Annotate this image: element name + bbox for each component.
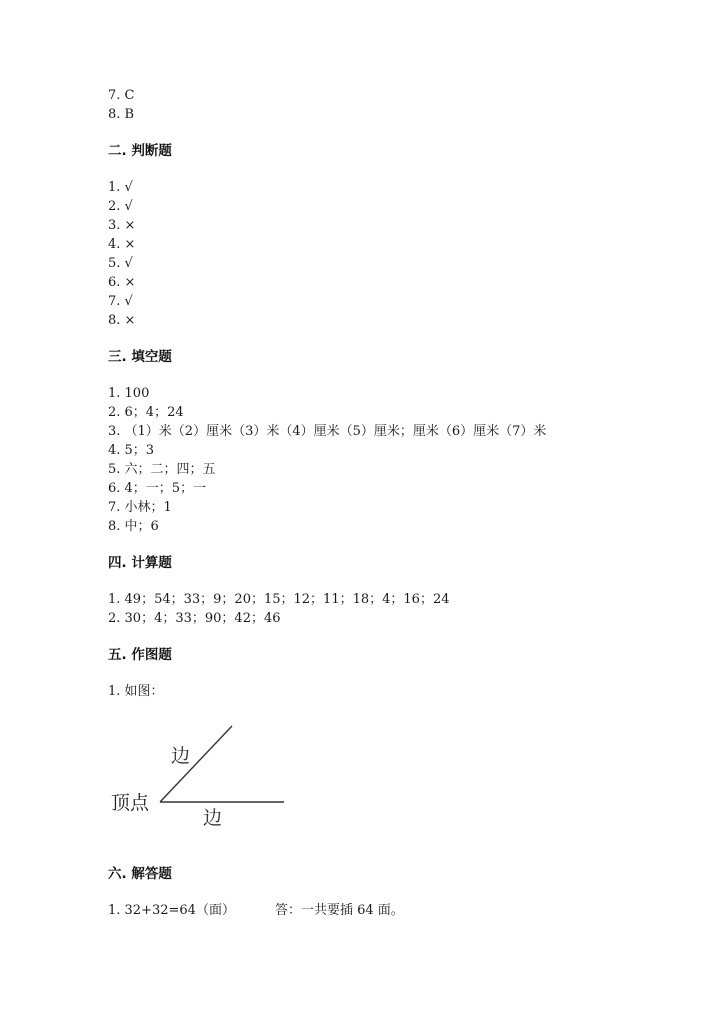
angle-figure <box>108 720 298 832</box>
answer-conclusion: 答：一共要插 64 面。 <box>274 903 404 918</box>
section-heading-judgement: 二. 判断题 <box>108 143 172 159</box>
answer-line: 7. C <box>108 88 135 103</box>
angle-diagram <box>108 720 298 832</box>
answer-line: 5. 六；二；四；五 <box>108 462 216 477</box>
section-heading-calculation: 四. 计算题 <box>108 555 172 571</box>
answer-line: 8. B <box>108 107 135 122</box>
word-problem-answer <box>108 901 608 920</box>
section-2-items <box>108 178 608 330</box>
section-heading-drawing: 五. 作图题 <box>108 647 172 663</box>
upper-ray-label: 边 <box>171 745 191 767</box>
answer-line: 5. √ <box>108 256 133 271</box>
answer-line: 1. 100 <box>108 386 150 401</box>
answer-line: 2. √ <box>108 199 133 214</box>
answer-line: 6. × <box>108 275 136 290</box>
answer-line: 4. 5；3 <box>108 443 155 458</box>
answer-line: 7. √ <box>108 294 133 309</box>
answer-page-bottom <box>108 865 608 920</box>
answer-line: 6. 4；一；5；一 <box>108 481 207 496</box>
answer-line: 3. （1）米（2）厘米（3）米（4）厘米（5）厘米；厘米（6）厘米（7）米 <box>108 424 547 439</box>
answer-line: 1. √ <box>108 180 133 195</box>
lower-ray-label: 边 <box>203 807 223 829</box>
answer-page <box>108 86 608 701</box>
answer-line: 2. 6；4；24 <box>108 405 184 420</box>
section-3-items <box>108 384 608 536</box>
answer-line: 2. 30；4；33；90；42；46 <box>108 611 281 626</box>
section-4-items <box>108 590 608 628</box>
answer-line: 8. × <box>108 313 136 328</box>
answer-line: 4. × <box>108 237 136 252</box>
vertex-label: 顶点 <box>111 792 150 814</box>
section-heading-word-problems: 六. 解答题 <box>108 866 172 882</box>
section-5-items <box>108 682 608 701</box>
answer-line: 3. × <box>108 218 136 233</box>
answer-line: 1. 49；54；33；9；20；15；12；11；18；4；16；24 <box>108 592 450 607</box>
answer-line: 1. 如图： <box>108 684 164 699</box>
section-1-items <box>108 86 608 124</box>
answer-line: 7. 小林；1 <box>108 500 172 515</box>
section-heading-fill-in: 三. 填空题 <box>108 349 172 365</box>
answer-line: 8. 中；6 <box>108 519 159 534</box>
answer-equation: 1. 32+32=64（面） <box>108 903 235 918</box>
